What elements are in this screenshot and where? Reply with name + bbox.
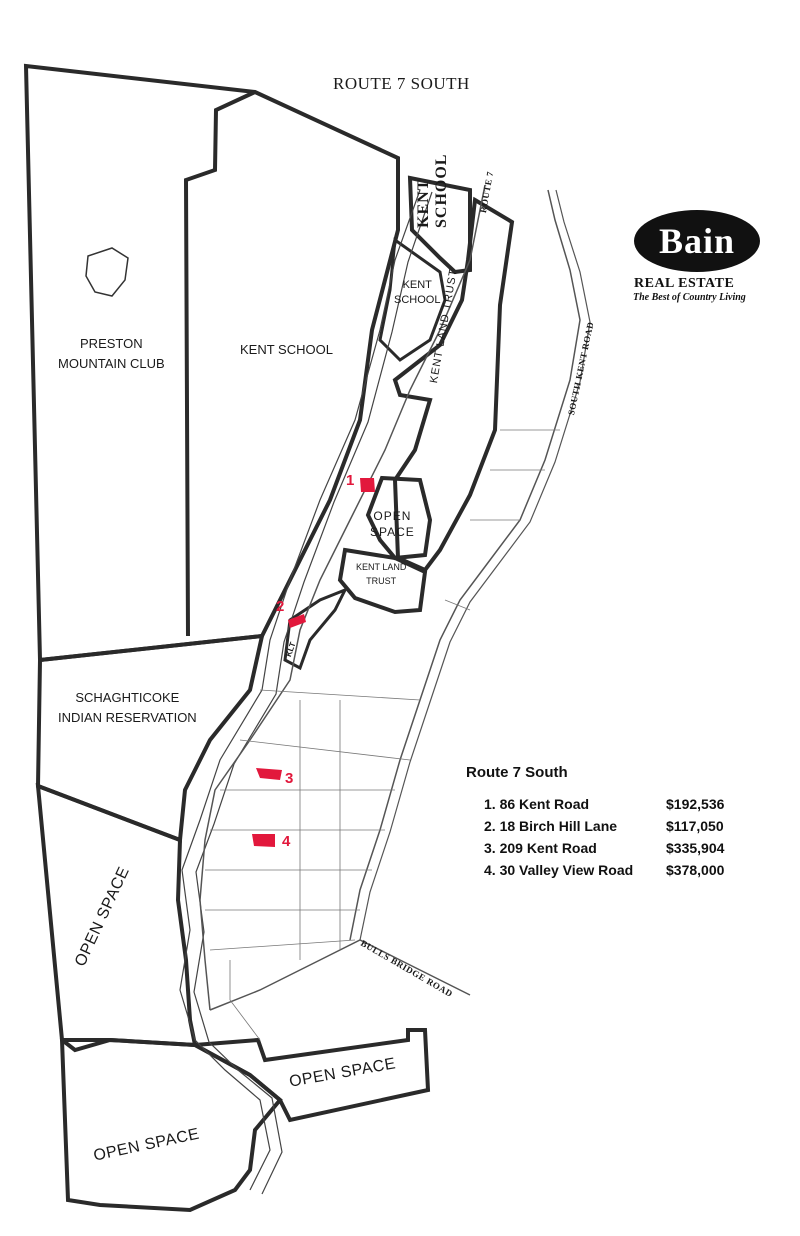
listing-price: $192,536: [666, 796, 725, 812]
open-space-center-line2: SPACE: [370, 525, 415, 539]
parcel-marker-2: 2: [276, 598, 285, 615]
parcel-marker-1: 1: [346, 472, 355, 489]
bain-logo: [634, 210, 760, 272]
kent-school-boundary: [186, 92, 255, 636]
logo-brand: Bain: [658, 221, 736, 261]
bulls-bridge-road-label: BULLS BRIDGE ROAD: [359, 938, 455, 999]
preston-label-line1: PRESTON: [80, 336, 143, 351]
open-space-bottom-left-label: OPEN SPACE: [92, 1125, 202, 1165]
open-space-center-line1: OPEN: [373, 509, 412, 523]
parcel-marker-4: 4: [282, 833, 291, 850]
kent-land-trust-center-label: [356, 560, 406, 588]
kent-school-small-label: [394, 278, 440, 308]
klt-label: KLT: [284, 640, 298, 659]
kent-land-trust-vertical-label: KENT LAND TRUST: [428, 267, 460, 385]
open-space-left-boundary: [38, 786, 195, 1050]
listing-price: $117,050: [666, 818, 724, 834]
listing-title: Route 7 South: [466, 764, 568, 781]
kent-school-label: KENT SCHOOL: [240, 342, 333, 357]
kent-school-small-line1: KENT: [402, 279, 432, 291]
kent-school-small-line2: SCHOOL: [394, 294, 441, 306]
kent-land-trust-center-line2: TRUST: [366, 576, 397, 586]
open-space-bottom-left-boundary: [62, 1040, 280, 1210]
listing-row: [466, 837, 746, 859]
listing-row: [466, 859, 746, 881]
listing-row: [466, 815, 746, 837]
open-space-bottom-right-label: OPEN SPACE: [288, 1055, 398, 1091]
parcel-1: [360, 478, 375, 492]
listing-price: $335,904: [666, 840, 725, 856]
listing-panel: [466, 764, 746, 881]
listing-price: $378,000: [666, 862, 725, 878]
open-space-left-label: OPEN SPACE: [72, 864, 133, 970]
listing-address: 1. 86 Kent Road: [484, 796, 590, 812]
map-title: ROUTE 7 SOUTH: [333, 74, 470, 93]
schaghticoke-label: [58, 688, 197, 728]
parcel-marker-3: 3: [285, 770, 294, 787]
pond: [86, 248, 128, 296]
logo-subtitle: REAL ESTATE: [634, 276, 735, 291]
kent-school-vertical-line2: SCHOOL: [433, 153, 450, 228]
listing-address: 3. 209 Kent Road: [484, 840, 597, 856]
bulls-bridge-road: [210, 940, 470, 1010]
listing-address: 2. 18 Birch Hill Lane: [484, 818, 618, 834]
listing-row: [466, 793, 746, 815]
preston-label-line2: MOUNTAIN CLUB: [58, 356, 165, 371]
kent-school-vertical-line1: KENT: [415, 178, 432, 228]
open-space-center-label: [370, 508, 415, 540]
preston-mountain-club-label: [58, 334, 165, 374]
listing-address: 4. 30 Valley View Road: [484, 862, 634, 878]
logo-tagline: The Best of Country Living: [633, 292, 746, 303]
parcel-3: [256, 768, 282, 780]
kent-school-vertical-label: [415, 154, 451, 228]
south-kent-road-label: SOUTH KENT ROAD: [566, 320, 596, 417]
schaghticoke-boundary: [38, 636, 262, 840]
schaghticoke-line1: SCHAGHTICOKE: [75, 690, 180, 705]
route-7-label: ROUTE 7: [478, 170, 496, 214]
parcel-4: [252, 834, 275, 847]
schaghticoke-line2: INDIAN RESERVATION: [58, 710, 197, 725]
kent-land-trust-center-line1: KENT LAND: [356, 562, 407, 572]
